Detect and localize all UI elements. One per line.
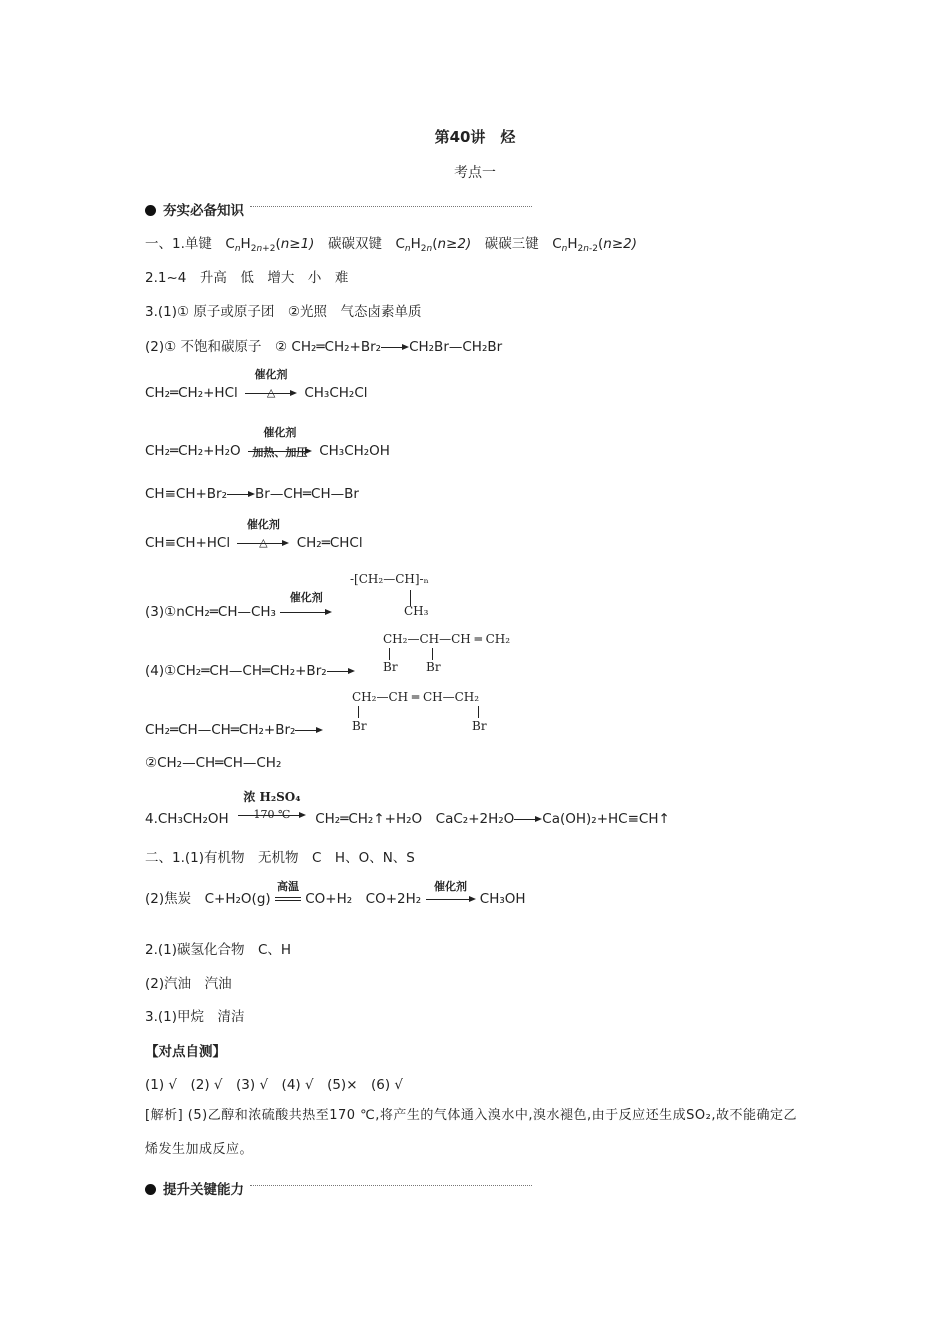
product-structure: CH₂—CH ═ CH—CH₂ (352, 690, 480, 704)
bond-line (389, 648, 390, 660)
section-title: 提升关键能力 (163, 1182, 244, 1198)
section-title: 夯实必备知识 (163, 203, 244, 219)
answer-line-13 (145, 790, 670, 827)
dotted-divider (250, 206, 532, 207)
reaction-reactants: CH≡CH+HCl (145, 535, 231, 551)
reaction-product: Br—CH═CH—Br (255, 486, 359, 502)
substituent-br: Br (426, 660, 441, 674)
reaction-condition: 高温 (276, 880, 299, 893)
arrow-icon (237, 518, 289, 550)
arrow-icon (426, 880, 476, 906)
reaction-reactants: (4)①CH₂═CH—CH═CH₂+Br₂ (145, 663, 327, 679)
reaction-reactants: CH≡CH+Br₂ (145, 486, 228, 502)
answer-line-11 (145, 722, 323, 738)
answer-line-12: ②CH₂—CH═CH—CH₂ (145, 755, 282, 771)
equals-icon (275, 880, 301, 906)
page-subtitle: 考点一 (454, 165, 496, 181)
arrow-icon (238, 790, 306, 826)
self-test-heading: 【对点自测】 (145, 1044, 226, 1060)
section-header-1 (145, 199, 244, 219)
reaction-condition: 催化剂 (246, 518, 280, 531)
analysis-note: [解析] (5)乙醇和浓硫酸共热至170 ℃,将产生的气体通入溴水中,溴水褪色,由于反应还生成SO₂,故不能确定乙烯发生加成反应。 (145, 1108, 797, 1157)
answer-line-15 (145, 880, 526, 907)
polymer-structure (350, 572, 429, 586)
reaction-reactants: (2)① 不饱和碳原子 ② CH₂═CH₂+Br₂ (145, 339, 382, 355)
reaction-products: CH₂═CH₂↑+H₂O CaC₂+2H₂O (315, 811, 515, 827)
reaction-product: CH₃CH₂Cl (304, 385, 368, 401)
arrow-icon (280, 591, 332, 619)
answer-line-3: 3.(1)① 原子或原子团 ②光照 气态卤素单质 (145, 304, 422, 320)
reaction-condition: 催化剂 (289, 591, 323, 604)
formula-cond: n≥2) (603, 236, 637, 252)
reaction-condition: 浓 H₂SO₄ (243, 790, 301, 804)
reaction-product: CH₃CH₂OH (319, 443, 390, 459)
reaction-reactants: CH₂═CH—CH═CH₂+Br₂ (145, 722, 296, 738)
arrow-icon (327, 664, 355, 678)
reaction-product: CH₂Br—CH₂Br (409, 339, 503, 355)
answer-line-6 (145, 426, 390, 459)
reaction-condition: 加热、加压 (252, 446, 308, 459)
formula-cond: n≥2) (437, 236, 472, 252)
reaction-condition: 催化剂 (263, 426, 297, 439)
arrow-icon (295, 723, 323, 737)
answer-line-4 (145, 335, 502, 355)
self-test-answers: (1) √ (2) √ (3) √ (4) √ (5)× (6) √ (145, 1077, 404, 1093)
bond-line (432, 648, 433, 660)
polymer-chain: -[CH₂—CH]-ₙ (350, 572, 429, 586)
reaction-product: CH₃OH (479, 891, 526, 907)
reaction-condition: △ (259, 536, 268, 549)
answer-line-16: 2.(1)碳氢化合物 C、H (145, 942, 292, 958)
bullet-icon (145, 205, 156, 216)
bond-line (358, 706, 359, 718)
reaction-condition: 催化剂 (434, 880, 467, 893)
arrow-icon (381, 340, 409, 354)
arrow-icon (227, 487, 255, 501)
dotted-divider (250, 1185, 532, 1186)
answer-line-9 (145, 591, 332, 620)
polymer-substituent: CH₃ (404, 604, 429, 618)
formula-cond: n≥1) (280, 236, 315, 252)
answer-line-5 (145, 368, 368, 401)
answer-line-2: 2.1~4 升高 低 增大 小 难 (145, 270, 349, 286)
answer-line-14: 二、1.(1)有机物 无机物 C H、O、N、S (145, 850, 415, 866)
reaction-condition: 170 ℃ (253, 808, 291, 821)
reaction-condition: 催化剂 (254, 368, 288, 381)
answer-line-10 (145, 663, 355, 679)
reaction-reactants: (2)焦炭 C+H₂O(g) (145, 891, 271, 907)
section-header-2 (145, 1178, 244, 1198)
reaction-condition: △ (266, 386, 276, 399)
reaction-product: Ca(OH)₂+HC≡CH↑ (542, 811, 670, 827)
reaction-reactants: CH₂═CH₂+H₂O (145, 443, 241, 459)
reaction-products: CO+H₂ CO+2H₂ (305, 891, 422, 907)
reaction-reactants: (3)①nCH₂═CH—CH₃ (145, 604, 276, 620)
text: 碳碳三键 (484, 236, 539, 252)
reaction-product: CH₂═CHCl (296, 535, 363, 551)
substituent-br: Br (352, 719, 367, 733)
text: 碳碳双键 (327, 236, 382, 252)
answer-line-18: 3.(1)甲烷 清洁 (145, 1009, 245, 1025)
arrow-icon (248, 426, 312, 459)
product-structure: CH₂—CH—CH ═ CH₂ (383, 632, 511, 646)
page-title: 第40讲 烃 (434, 128, 516, 146)
bond-line (478, 706, 479, 718)
bullet-icon (145, 1184, 156, 1195)
answer-line-1: 一、1.单键 $C_nH_{2n+2}(n\ge 1)$ 碳碳双键 $C_nH_{2n}(n\ge 2)$ 碳碳三键 $C_nH_{2n-2}(n\ge 2)$ (145, 236, 637, 254)
answer-line-8 (145, 518, 363, 551)
reaction-reactants: CH₂═CH₂+HCl (145, 385, 238, 401)
text: 一、1.单键 (145, 236, 212, 252)
answer-line-7 (145, 486, 359, 502)
reaction-reactants: 4.CH₃CH₂OH (145, 811, 229, 827)
arrow-icon (514, 812, 542, 826)
answer-line-17: (2)汽油 汽油 (145, 976, 232, 992)
arrow-icon (245, 368, 297, 400)
substituent-br: Br (472, 719, 487, 733)
substituent-br: Br (383, 660, 398, 674)
